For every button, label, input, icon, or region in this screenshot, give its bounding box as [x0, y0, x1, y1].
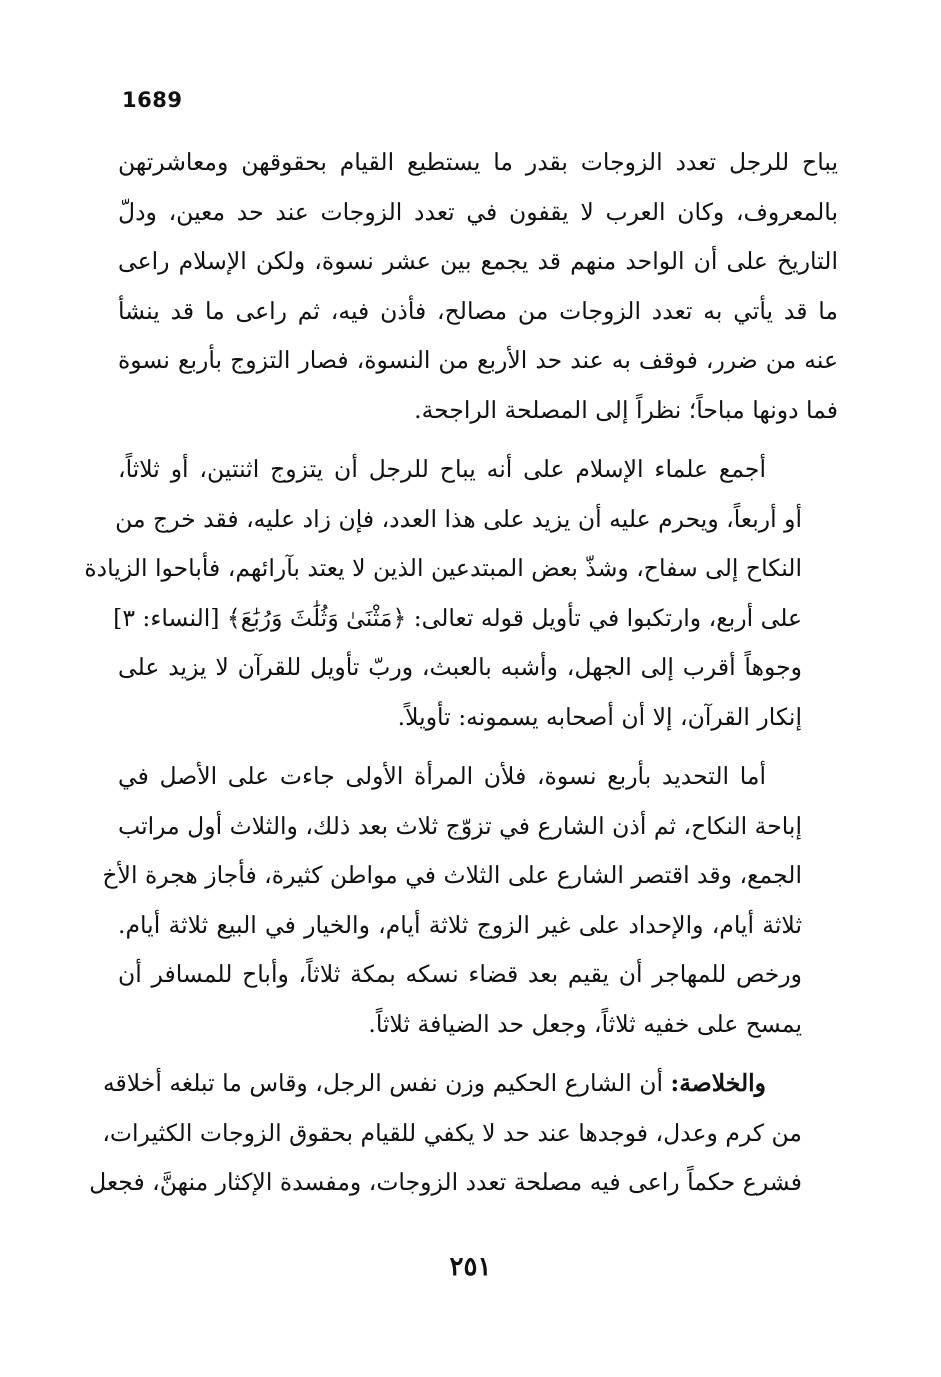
folio-number: 1689	[122, 88, 183, 112]
paragraph-3	[102, 752, 838, 1049]
text-line: أما التحديد بأربع نسوة، فلأن المرأة الأولى جاءت على الأصل في	[118, 762, 766, 790]
text-line: إباحة النكاح، ثم أذن الشارع في تزوّج ثلاث بعد ذلك، والثلاث أول مراتب	[118, 811, 802, 840]
text-line: أو أربعاً، ويحرم عليه أن يزيد على هذا العدد، فإن زاد عليه، فقد خرج من	[115, 504, 802, 533]
text-line: يباح للرجل تعدد الزوجات بقدر ما يستطيع القيام بحقوقهن ومعاشرتهن	[118, 148, 838, 176]
text-line: إنكار القرآن، إلا أن أصحابه يسمونه: تأويلاً.	[397, 702, 802, 731]
paragraph-4	[89, 1059, 838, 1208]
body-text	[84, 138, 838, 1218]
text-line: ثلاثة أيام، والإحداد على غير الزوج ثلاثة أيام، والخيار في البيع ثلاثة أيام.	[118, 910, 802, 939]
paragraph-2	[84, 445, 838, 742]
text-line	[102, 1059, 838, 1109]
text-line: الجمع، وقد اقتصر الشارع على الثلاث في مواطن كثيرة، فأجاز هجرة الأخ	[102, 861, 802, 889]
text-line: أجمع علماء الإسلام على أنه يباح للرجل أن يتزوج اثنتين، أو ثلاثاً،	[118, 455, 766, 483]
text-line: ما قد يأتي به تعدد الزوجات من مصالح، فأذن فيه، ثم راعى ما قد ينشأ	[118, 296, 838, 325]
page-number: ٢٥١	[449, 1252, 492, 1282]
text-line: ورخص للمهاجر أن يقيم بعد قضاء نسكه بمكة ثلاثاً، وأباح للمسافر أن	[118, 960, 802, 988]
text-line: فشرع حكماً راعى فيه مصلحة تعدد الزوجات، ومفسدة الإكثار منهنَّ، فجعل	[89, 1168, 802, 1196]
quran-citation-line: على أربع، وارتكبوا في تأويل قوله تعالى: ﴿مَثْنَىٰ وَثُلَٰثَ وَرُبَٰعَ﴾ [النساء: ٣]	[113, 603, 802, 632]
text-line: من كرم وعدل، فوجدها عند حد لا يكفي للقيام بحقوق الزوجات الكثيرات،	[102, 1118, 802, 1147]
paragraph-1	[118, 138, 838, 435]
text-line: وجوهاً أقرب إلى الجهل، وأشبه بالعبث، وربّ تأويل للقرآن لا يزيد على	[118, 653, 802, 681]
text-line: يمسح على خفيه ثلاثاً، وجعل حد الضيافة ثلاثاً.	[368, 1009, 802, 1038]
text-line: فما دونها مباحاً؛ نظراً إلى المصلحة الراجحة.	[414, 395, 838, 424]
text-line: عنه من ضرر، فوقف به عند حد الأربع من النسوة، فصار التزوج بأربع نسوة	[118, 346, 838, 374]
summary-lead: والخلاصة:	[670, 1069, 766, 1097]
text-line: التاريخ على أن الواحد منهم قد يجمع بين عشر نسوة، ولكن الإسلام راعى	[118, 247, 838, 275]
text-fragment: أن الشارع الحكيم وزن نفس الرجل، وقاس ما تبلغه أخلاقه	[102, 1069, 671, 1097]
text-line: النكاح إلى سفاح، وشذّ بعض المبتدعين الذين لا يعتد بآرائهم، فأباحوا الزيادة	[84, 554, 802, 582]
text-line: بالمعروف، وكان العرب لا يقفون في تعدد الزوجات عند حد معين، ودلّ	[118, 197, 838, 226]
